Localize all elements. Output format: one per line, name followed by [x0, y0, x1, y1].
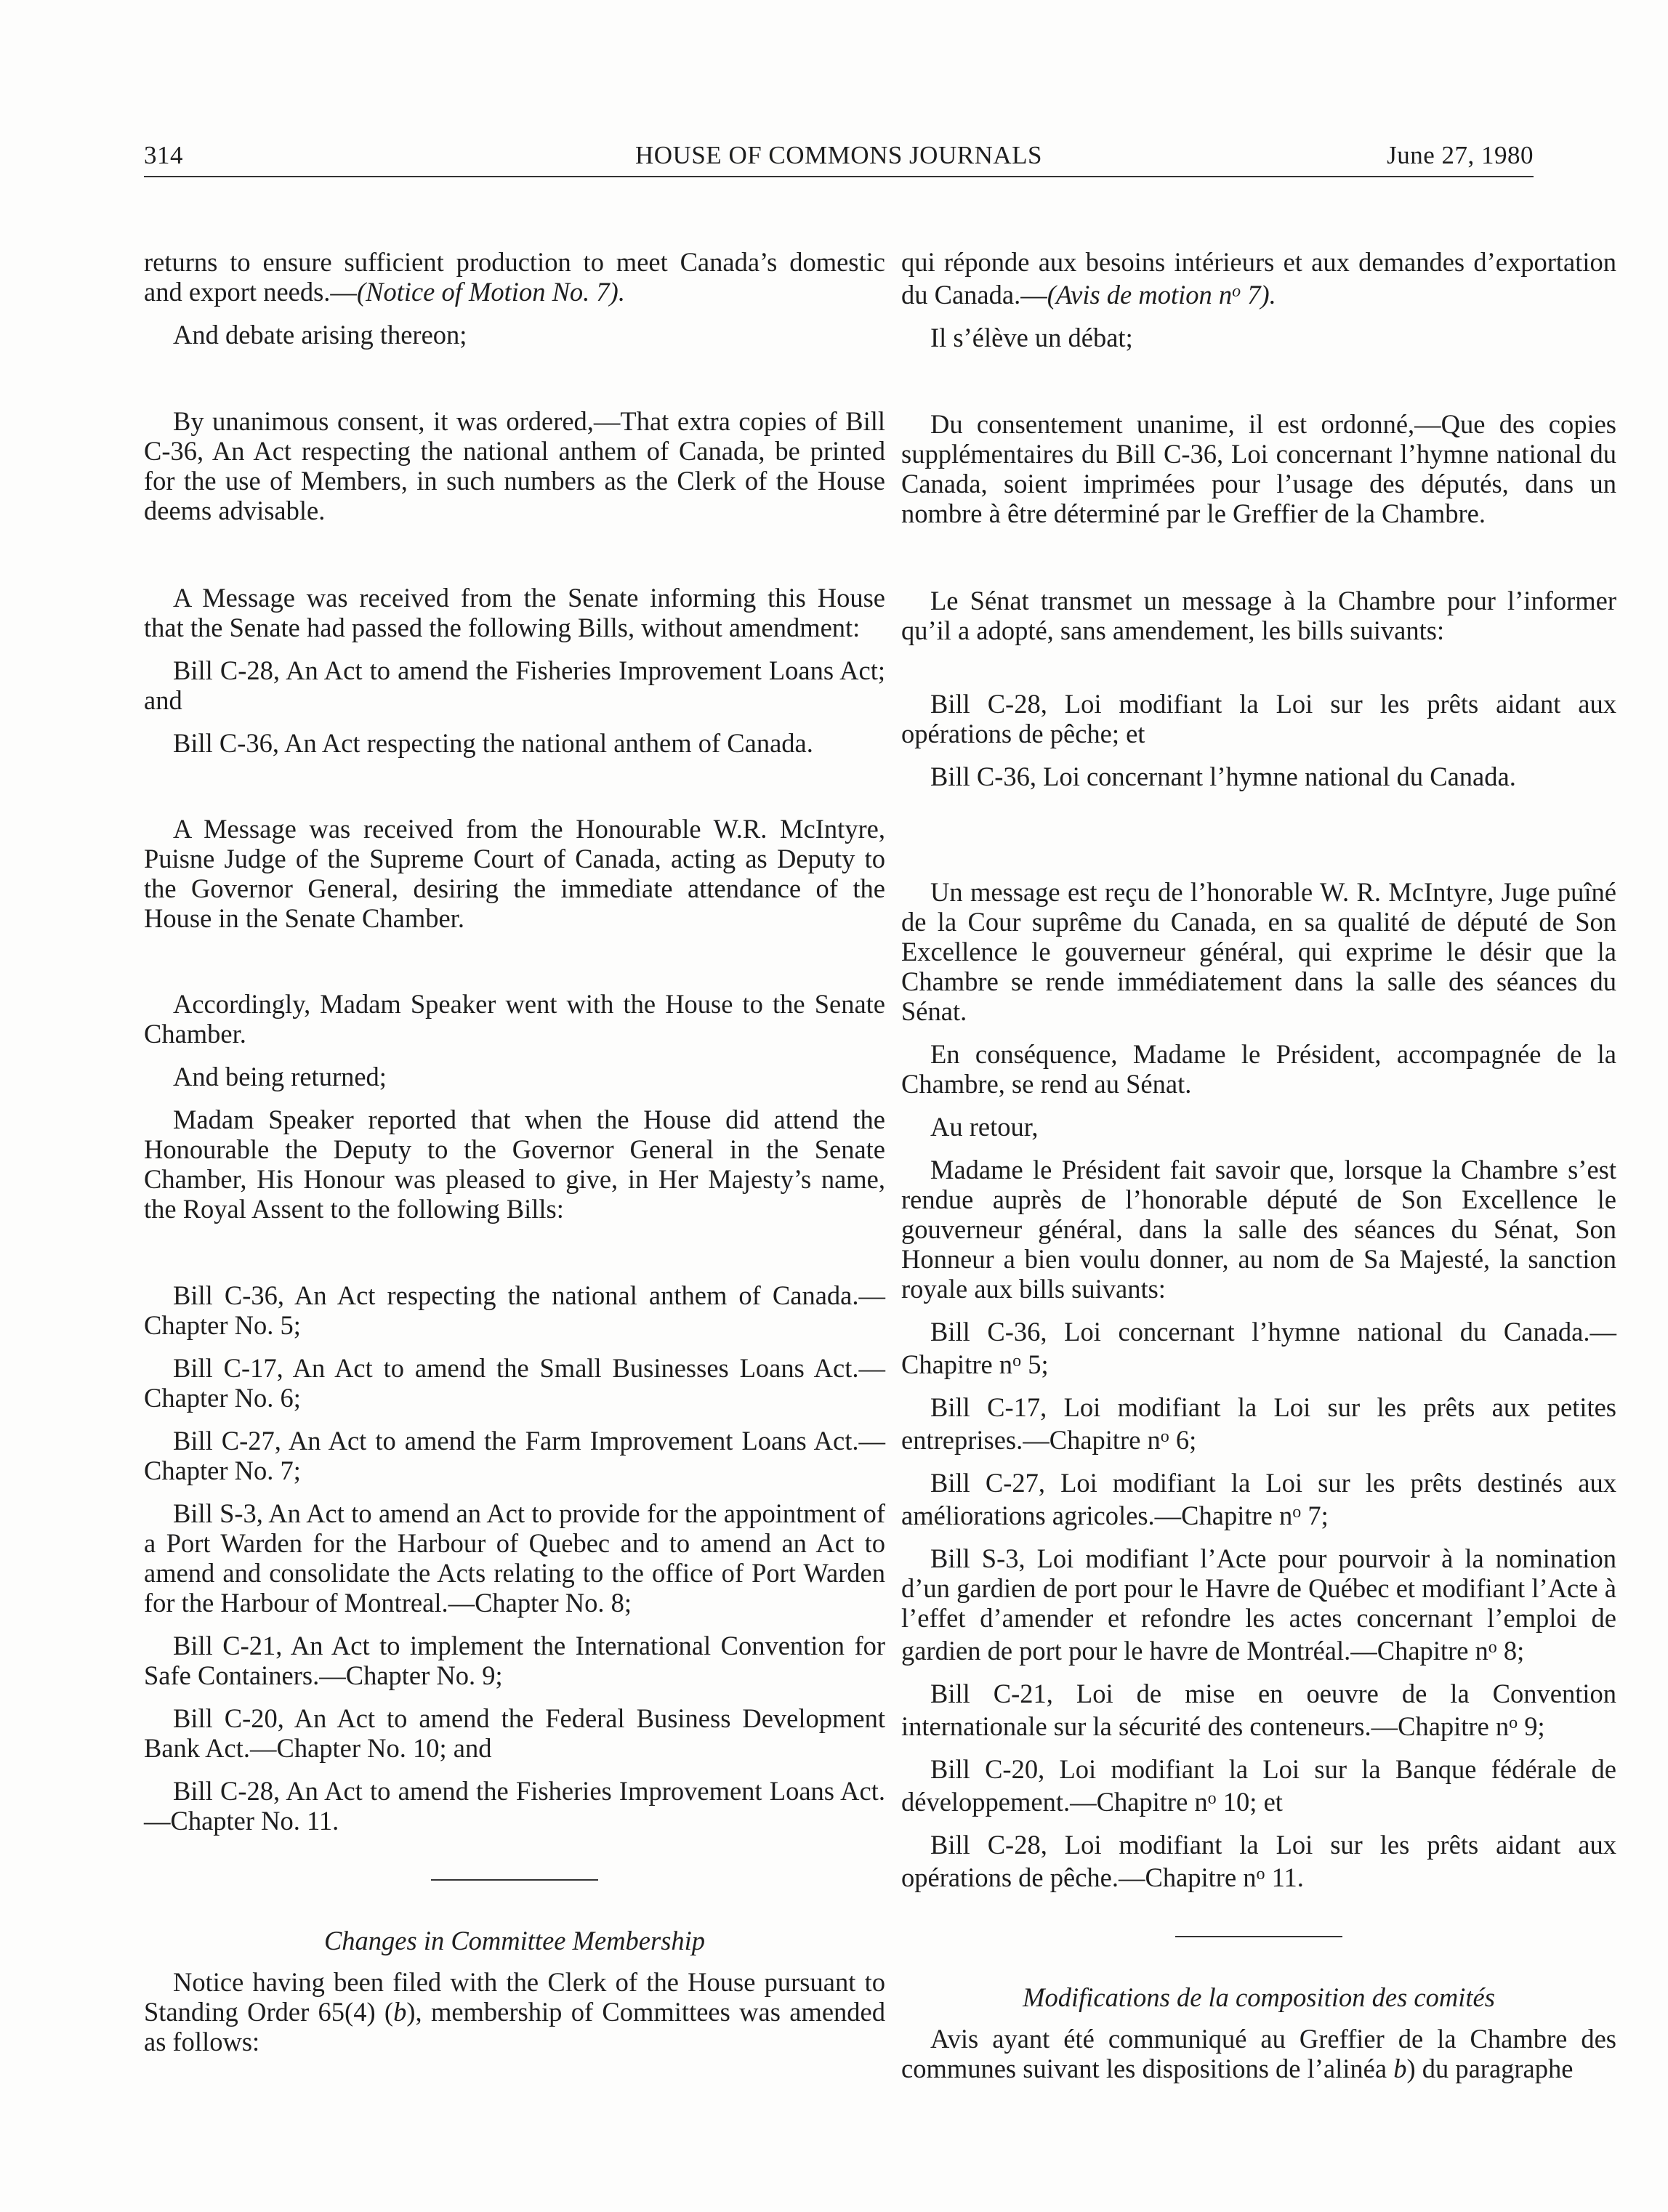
- paragraph: Bill C-28, An Act to amend the Fisheries Improvement Loans Act; and: [144, 655, 885, 715]
- paragraph: Bill C-36, Loi concernant l’hymne national du Canada.: [930, 762, 1516, 791]
- paragraph: Bill C-36, An Act respecting the national anthem of Canada.: [173, 728, 813, 758]
- journal-title: HOUSE OF COMMONS JOURNALS: [635, 141, 1042, 169]
- paragraph: Au retour,: [930, 1112, 1039, 1142]
- journal-date: June 27, 1980: [1387, 141, 1534, 169]
- page-header: [144, 140, 1534, 177]
- paragraph: Madame le Président fait savoir que, lorsque la Chambre s’est rendue auprès de l’honorable député de Son Excellence le gouverneur général, dans la salle des séances du Sénat, Son Honneur a bien voulu donner, au nom de Sa Majesté, la sanction royale aux bills suivants:: [901, 1155, 1616, 1304]
- paragraph: Bill C-17, Loi modifiant la Loi sur les prêts aux petites entreprises.—Chapitre $n^o$ 6;: [901, 1392, 1616, 1455]
- paragraph: Bill S-3, Loi modifiant l’Acte pour pourvoir à la nomination d’un gardien de port pour le Havre de Québec et modifiant l’Acte à l’effet d’amender et refondre les actes concernant l’emploi de gardien de port pour le havre de Montréal.—Chapitre $n^o$ 8;: [901, 1543, 1616, 1666]
- paragraph: Il s’élève un débat;: [930, 323, 1133, 352]
- paragraph: A Message was received from the Honourable W.R. McIntyre, Puisne Judge of the Supreme Court of Canada, acting as Deputy to the Governor General, desiring the immediate attendance of the House in the Senate Chamber.: [144, 814, 885, 933]
- paragraph: Bill C-21, An Act to implement the International Convention for Safe Containers.—Chapter No. 9;: [144, 1631, 885, 1690]
- paragraph: Bill C-17, An Act to amend the Small Businesses Loans Act.—Chapter No. 6;: [144, 1353, 885, 1413]
- paragraph: qui réponde aux besoins intérieurs et aux demandes d’exportation du Canada.—(Avis de motion $n^o$ 7).: [901, 247, 1616, 310]
- paragraph: Bill C-20, Loi modifiant la Loi sur la Banque fédérale de développement.—Chapitre $n^o$ 10; et: [901, 1754, 1616, 1817]
- paragraph: En conséquence, Madame le Président, accompagnée de la Chambre, se rend au Sénat.: [901, 1039, 1616, 1099]
- section-divider: [431, 1879, 598, 1881]
- paragraph: Du consentement unanime, il est ordonné,—Que des copies supplémentaires du Bill C-36, Loi concernant l’hymne national du Canada, soient imprimées pour l’usage des députés, dans un nombre à être déterminé par le Greffier de la Chambre.: [901, 409, 1616, 528]
- paragraph: Notice having been filed with the Clerk of the House pursuant to Standing Order 65(4) (b), membership of Committees was amended as follows:: [144, 1967, 885, 2056]
- section-heading: Modifications de la composition des comités: [1023, 1982, 1495, 2012]
- paragraph: Le Sénat transmet un message à la Chambre pour l’informer qu’il a adopté, sans amendement, les bills suivants:: [901, 586, 1616, 645]
- paragraph: Bill S-3, An Act to amend an Act to provide for the appointment of a Port Warden for the Harbour of Quebec and to amend an Act to amend and consolidate the Acts relating to the office of Port Warden for the Harbour of Montreal.—Chapter No. 8;: [144, 1498, 885, 1618]
- paragraph: Bill C-21, Loi de mise en oeuvre de la Convention internationale sur la sécurité des conteneurs.—Chapitre $n^o$ 9;: [901, 1679, 1616, 1741]
- paragraph: Accordingly, Madam Speaker went with the House to the Senate Chamber.: [144, 989, 885, 1049]
- paragraph: Bill C-27, Loi modifiant la Loi sur les prêts destinés aux améliorations agricoles.—Chapitre $n^o$ 7;: [901, 1468, 1616, 1530]
- paragraph: Bill C-28, An Act to amend the Fisheries Improvement Loans Act.—Chapter No. 11.: [144, 1776, 885, 1836]
- paragraph: Bill C-20, An Act to amend the Federal Business Development Bank Act.—Chapter No. 10; and: [144, 1703, 885, 1763]
- paragraph: Madam Speaker reported that when the House did attend the Honourable the Deputy to the Governor General in the Senate Chamber, His Honour was pleased to give, in Her Majesty’s name, the Royal Assent to the following Bills:: [144, 1105, 885, 1224]
- notice-reference: (Notice of Motion No. 7).: [356, 277, 625, 307]
- paragraph: By unanimous consent, it was ordered,—That extra copies of Bill C-36, An Act respecting the national anthem of Canada, be printed for the use of Members, in such numbers as the Clerk of the House deems advisable.: [144, 406, 885, 525]
- paragraph: And debate arising thereon;: [173, 320, 467, 350]
- page-number: 314: [144, 141, 183, 169]
- paragraph: A Message was received from the Senate informing this House that the Senate had passed the following Bills, without amendment:: [144, 583, 885, 642]
- french-column: [901, 247, 1616, 2083]
- paragraph: Bill C-36, An Act respecting the national anthem of Canada.—Chapter No. 5;: [144, 1280, 885, 1340]
- section-divider: [1175, 1936, 1342, 1937]
- section-heading: Changes in Committee Membership: [323, 1926, 706, 1955]
- paragraph: And being returned;: [173, 1062, 387, 1091]
- paragraph: Bill C-27, An Act to amend the Farm Improvement Loans Act.—Chapter No. 7;: [144, 1426, 885, 1485]
- notice-reference: (Avis de motion $n^o$ 7).: [1047, 280, 1276, 310]
- paragraph: Bill C-36, Loi concernant l’hymne national du Canada.—Chapitre $n^o$ 5;: [901, 1317, 1616, 1379]
- paragraph: Bill C-28, Loi modifiant la Loi sur les prêts aidant aux opérations de pêche; et: [901, 689, 1616, 748]
- english-column: [144, 247, 885, 2056]
- paragraph: returns to ensure sufficient production to meet Canada’s domestic and export needs.—(Notice of Motion No. 7).: [144, 247, 885, 307]
- paragraph: Avis ayant été communiqué au Greffier de la Chambre des communes suivant les dispositions de l’alinéa b) du paragraphe: [901, 2024, 1616, 2083]
- paragraph: Un message est reçu de l’honorable W. R. McIntyre, Juge puîné de la Cour suprême du Canada, en sa qualité de député de Son Excellence le gouverneur général, qui exprime le désir que la Chambre se rende immédiatement dans la salle des séances du Sénat.: [901, 877, 1616, 1026]
- paragraph: Bill C-28, Loi modifiant la Loi sur les prêts aidant aux opérations de pêche.—Chapitre $n^o$ 11.: [901, 1830, 1616, 1892]
